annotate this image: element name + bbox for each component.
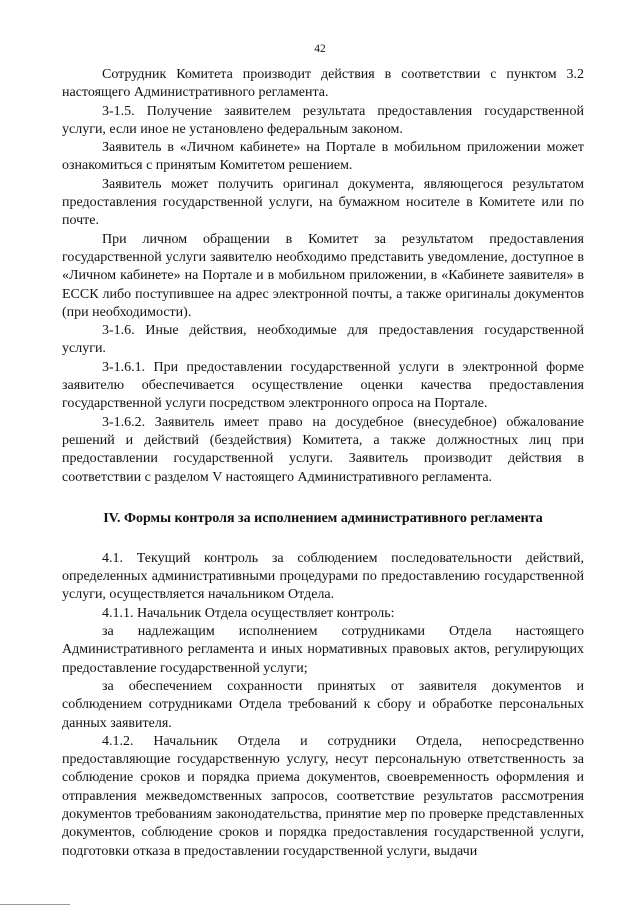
paragraph: за надлежащим исполнением сотрудниками Отдела настоящего Административного регламента и иных нормативных правовых актов, регулирующих предоставление государственной услуги; [62, 624, 584, 676]
page-number: 42 [314, 43, 326, 55]
paragraph: Сотрудник Комитета производит действия в соответствии с пунктом 3.2 настоящего Административного регламента. [62, 67, 584, 101]
paragraph: 4.1.2. Начальник Отдела и сотрудники Отдела, непосредственно предоставляющие государственную услугу, несут персональную ответственность за соблюдение сроков и порядка приема документов, своевременность оформления и отправления межведомственных запросов, соответствие результатов рассмотрения документов требованиям законодательства, принятие мер по проверке представленных документов, соблюдение сроков и порядка предоставления государственной услуги, подготовки отказа в предоставлении государственной услуги, выдачи [62, 733, 584, 859]
paragraph: за обеспечением сохранности принятых от заявителя документов и соблюдением сотрудниками Отдела требований к сбору и обработке персональных данных заявителя. [62, 678, 584, 731]
paragraph: 3-1.6.2. Заявитель имеет право на досудебное (внесудебное) обжалование решений и действий (бездействия) Комитета, а также должностных лиц при предоставлении государственной услуги. Заявитель производит действия в соответствии с разделом V настоящего Административного регламента. [62, 414, 584, 485]
paragraph: 3-1.5. Получение заявителем результата предоставления государственной услуги, если иное не установлено федеральным законом. [62, 103, 584, 137]
paragraph: 4.1. Текущий контроль за соблюдением последовательности действий, определенных административными процедурами по предоставлению государственной услуги, осуществляется начальником Отдела. [62, 550, 584, 603]
paragraph: Заявитель в «Личном кабинете» на Портале в мобильном приложении может ознакомиться с принятым Комитетом решением. [62, 140, 584, 174]
paragraph: 3-1.6.1. При предоставлении государственной услуги в электронной форме заявителю обеспечивается осуществление оценки качества предоставления государственной услуги посредством электронного опроса на Портале. [62, 359, 584, 412]
paragraph: 3-1.6. Иные действия, необходимые для предоставления государственной услуги. [62, 323, 584, 357]
document-body [62, 66, 584, 861]
section-heading: IV. Формы контроля за исполнением административного регламента [103, 510, 543, 526]
paragraph: 4.1.1. Начальник Отдела осуществляет контроль: [102, 605, 395, 621]
paragraph: При личном обращении в Комитет за результатом предоставления государственной услуги заявителю необходимо представить уведомление, доступное в «Личном кабинете» на Портале и в мобильном приложении, в «Кабинете заявителя» в ЕССК либо поступившее на адрес электронной почты, а также оригиналы документов (при необходимости). [62, 231, 584, 320]
paragraph: Заявитель может получить оригинал документа, являющегося результатом предоставления государственной услуги, на бумажном носителе в Комитете или по почте. [62, 176, 584, 229]
